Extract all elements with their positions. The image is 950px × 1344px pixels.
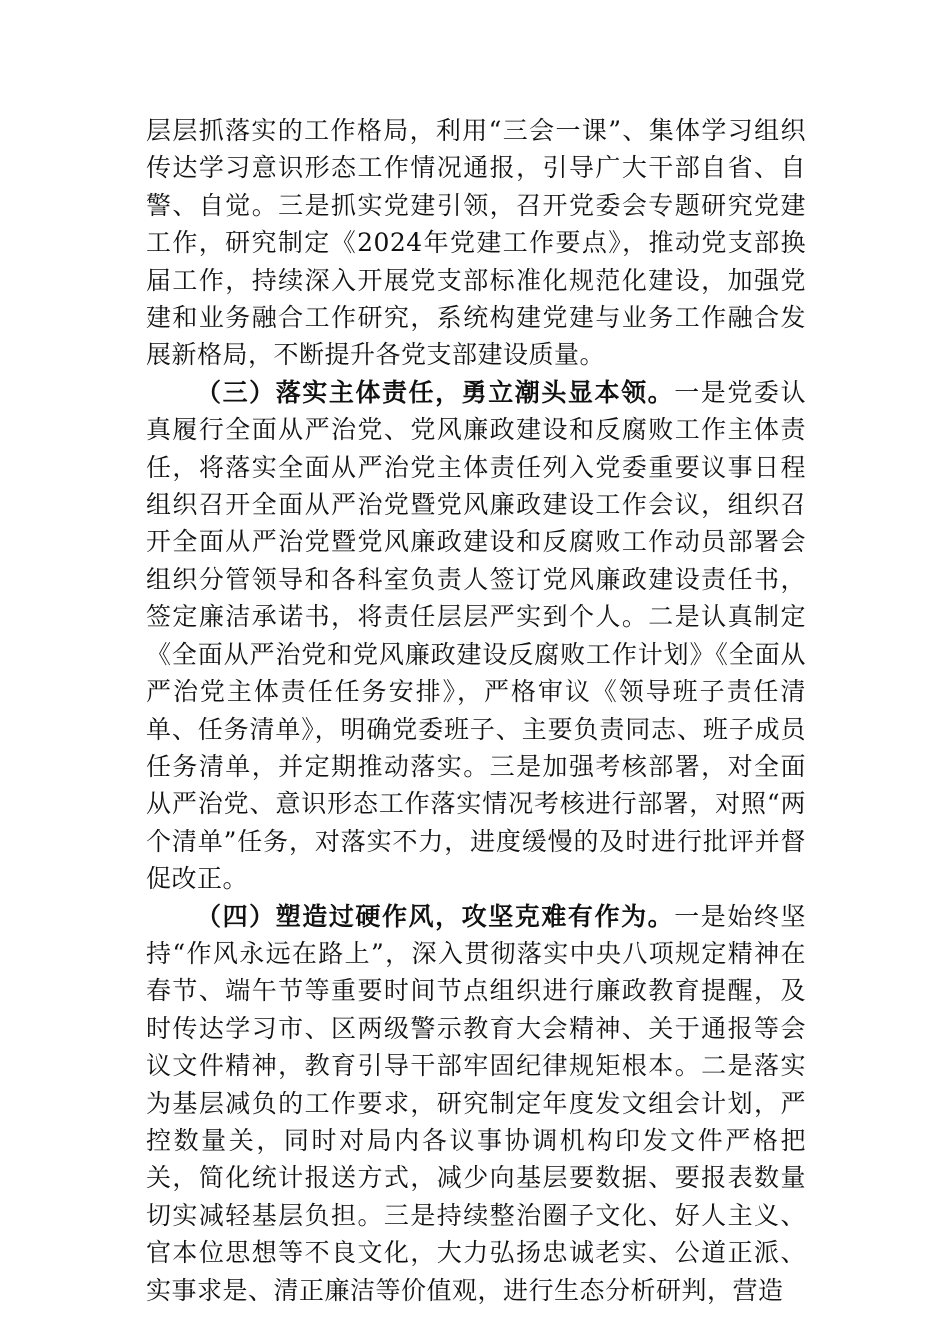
paragraph-continuation	[146, 112, 806, 374]
paragraph-text: 一是党委认真履行全面从严治党、党风廉政建设和反腐败工作主体责任，将落实全面从严治党主体责任列入党委重要议事日程组织召开全面从严治党暨党风廉政建设工作会议，组织召开全面从严治党暨党风廉政建设和反腐败工作动员部署会组织分管领导和各科室负责人签订党风廉政建设责任书，签定廉洁承诺书，将责任层层严实到个人。二是认真制定《全面从严治党和党风廉政建设反腐败工作计划》《全面从严治党主体责任任务安排》，严格审议《领导班子责任清单、任务清单》，明确党委班子、主要负责同志、班子成员任务清单，并定期推动落实。三是加强考核部署，对全面从严治党、意识形态工作落实情况考核进行部署，对照“两个清单”任务，对落实不力，进度缓慢的及时进行批评并督促改正。	[146, 377, 806, 894]
paragraph-text: 一是始终坚持“作风永远在路上”，深入贯彻落实中央八项规定精神在春节、端午节等重要时间节点组织进行廉政教育提醒，及时传达学习市、区两级警示教育大会精神、关于通报等会议文件精神，教育引导干部牢固纪律规矩根本。二是落实为基层减负的工作要求，研究制定年度发文组会计划，严控数量关，同时对局内各议事协调机构印发文件严格把关，简化统计报送方式，减少向基层要数据、要报表数量切实减轻基层负担。三是持续整治圈子文化、好人主义、官本位思想等不良文化，大力弘扬忠诚老实、公道正派、实事求是、清正廉洁等价值观，进行生态分析研判，营造	[146, 901, 806, 1305]
section-heading: （四）塑造过硬作风，攻坚克难有作为。	[196, 901, 675, 931]
paragraph-section-4	[146, 898, 806, 1309]
paragraph-text: 层层抓落实的工作格局，利用“三会一课”、集体学习组织传达学习意识形态工作情况通报，引导广大干部自省、自警、自觉。三是抓实党建引领，召开党委会专题研究党建工作，研究制定《2024年党建工作要点》，推动党支部换届工作，持续深入开展党支部标准化规范化建设，加强党建和业务融合工作研究，系统构建党建与业务工作融合发展新格局，不断提升各党支部建设质量。	[146, 116, 806, 370]
paragraph-section-3	[146, 374, 806, 898]
document-page	[146, 112, 806, 1309]
section-heading: （三）落实主体责任，勇立潮头显本领。	[196, 377, 675, 407]
